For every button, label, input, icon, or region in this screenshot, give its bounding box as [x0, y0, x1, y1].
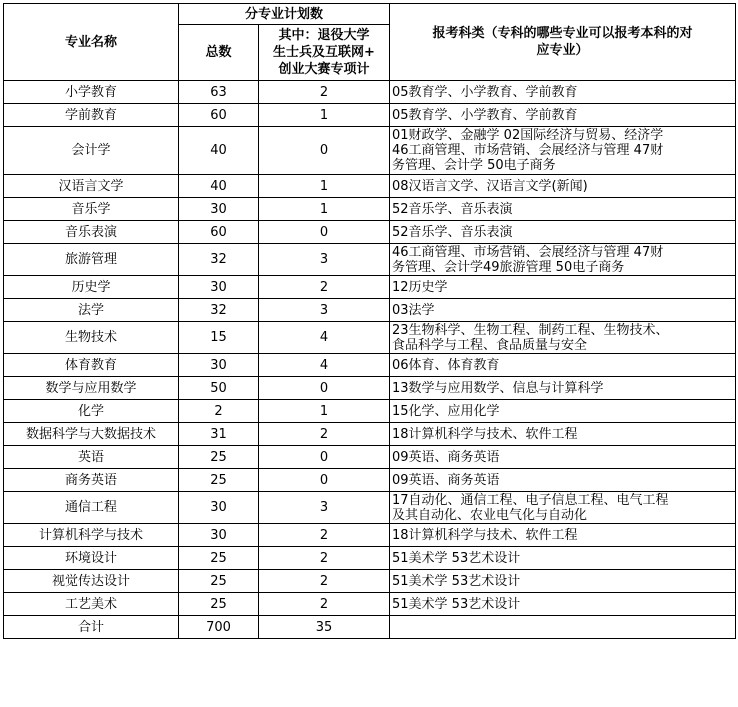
special-quota-cell: 1 [259, 104, 390, 127]
subjects-line: 51美术学 53艺术设计 [392, 550, 521, 566]
table-row [4, 547, 736, 570]
table-row [4, 400, 736, 423]
major-name-cell: 法学 [4, 299, 179, 322]
subjects-line: 51美术学 53艺术设计 [392, 573, 521, 589]
subjects-line: 05教育学、小学教育、学前教育 [392, 84, 578, 100]
subjects-line: 03法学 [392, 302, 435, 318]
special-quota-cell: 1 [259, 400, 390, 423]
subjects-cell [390, 492, 736, 524]
subjects-line: 食品科学与工程、食品质量与安全 [392, 337, 588, 353]
subjects-line: 08汉语言文学、汉语言文学(新闻) [392, 178, 588, 194]
table-row [4, 276, 736, 299]
table-row [4, 198, 736, 221]
subjects-line: 12历史学 [392, 279, 448, 295]
major-name-cell: 数学与应用数学 [4, 377, 179, 400]
table-row [4, 175, 736, 198]
subjects-cell [390, 446, 736, 469]
header-major-name: 专业名称 [4, 4, 179, 81]
special-quota-cell: 2 [259, 593, 390, 616]
subjects-line: 15化学、应用化学 [392, 403, 500, 419]
subjects-cell [390, 570, 736, 593]
subjects-cell [390, 175, 736, 198]
table-row [4, 524, 736, 547]
subjects-line: 09英语、商务英语 [392, 449, 500, 465]
subjects-line: 务管理、会计学 50电子商务 [392, 158, 556, 173]
subjects-line: 01财政学、金融学 02国际经济与贸易、经济学 [392, 128, 664, 143]
special-quota-cell: 2 [259, 423, 390, 446]
special-quota-cell: 0 [259, 377, 390, 400]
table-body [4, 81, 736, 616]
major-name-cell: 汉语言文学 [4, 175, 179, 198]
major-name-cell: 历史学 [4, 276, 179, 299]
special-quota-cell: 1 [259, 175, 390, 198]
major-name-cell: 英语 [4, 446, 179, 469]
major-name-cell: 音乐表演 [4, 221, 179, 244]
subjects-line: 09英语、商务英语 [392, 472, 500, 488]
header-plan-group: 分专业计划数 [179, 4, 390, 25]
table-row [4, 469, 736, 492]
special-quota-cell: 1 [259, 198, 390, 221]
total-cell: 25 [179, 593, 259, 616]
major-name-cell: 视觉传达设计 [4, 570, 179, 593]
major-name-cell: 音乐学 [4, 198, 179, 221]
special-quota-cell: 2 [259, 524, 390, 547]
table-row [4, 593, 736, 616]
major-name-cell: 通信工程 [4, 492, 179, 524]
major-name-cell: 环境设计 [4, 547, 179, 570]
subjects-cell [390, 547, 736, 570]
subjects-cell [390, 377, 736, 400]
total-cell: 50 [179, 377, 259, 400]
subjects-cell [390, 81, 736, 104]
special-quota-cell: 4 [259, 354, 390, 377]
table-row [4, 244, 736, 276]
subjects-line: 52音乐学、音乐表演 [392, 224, 513, 240]
total-cell: 30 [179, 354, 259, 377]
subjects-cell [390, 593, 736, 616]
total-cell: 60 [179, 221, 259, 244]
subjects-cell [390, 276, 736, 299]
subjects-line: 及其自动化、农业电气化与自动化 [392, 507, 588, 523]
subjects-cell [390, 524, 736, 547]
major-name-cell: 会计学 [4, 127, 179, 175]
table-row [4, 299, 736, 322]
header-subjects-line1: 报考科类（专科的哪些专业可以报考本科的对 [432, 26, 693, 41]
subjects-line: 52音乐学、音乐表演 [392, 201, 513, 217]
total-cell: 15 [179, 322, 259, 354]
total-cell: 30 [179, 198, 259, 221]
major-name-cell: 商务英语 [4, 469, 179, 492]
special-quota-cell: 4 [259, 322, 390, 354]
special-quota-cell: 2 [259, 547, 390, 570]
special-quota-cell: 2 [259, 81, 390, 104]
table-row [4, 127, 736, 175]
subjects-line: 23生物科学、生物工程、制药工程、生物技术、 [392, 322, 669, 338]
table-row [4, 492, 736, 524]
major-name-cell: 化学 [4, 400, 179, 423]
major-name-cell: 数据科学与大数据技术 [4, 423, 179, 446]
table-row [4, 354, 736, 377]
table-row [4, 377, 736, 400]
special-quota-cell: 3 [259, 299, 390, 322]
major-name-cell: 工艺美术 [4, 593, 179, 616]
header-special-line1: 其中：退役大学 [278, 28, 370, 43]
total-cell: 63 [179, 81, 259, 104]
table-row [4, 570, 736, 593]
subjects-cell [390, 198, 736, 221]
total-cell: 40 [179, 127, 259, 175]
special-quota-cell: 3 [259, 492, 390, 524]
total-cell: 25 [179, 446, 259, 469]
subjects-cell [390, 423, 736, 446]
total-cell: 2 [179, 400, 259, 423]
subjects-cell [390, 244, 736, 276]
header-subjects [390, 4, 736, 81]
subjects-cell [390, 221, 736, 244]
subjects-line: 46工商管理、市场营销、会展经济与管理 47财 [392, 244, 664, 260]
footer-subjects [390, 616, 736, 639]
total-cell: 30 [179, 276, 259, 299]
subjects-line: 18计算机科学与技术、软件工程 [392, 527, 578, 543]
major-name-cell: 小学教育 [4, 81, 179, 104]
major-name-cell: 学前教育 [4, 104, 179, 127]
total-cell: 32 [179, 244, 259, 276]
subjects-line: 05教育学、小学教育、学前教育 [392, 107, 578, 123]
subjects-line: 18计算机科学与技术、软件工程 [392, 426, 578, 442]
total-cell: 25 [179, 547, 259, 570]
table-row [4, 423, 736, 446]
special-quota-cell: 2 [259, 276, 390, 299]
table-row [4, 221, 736, 244]
total-cell: 25 [179, 570, 259, 593]
total-cell: 30 [179, 524, 259, 547]
table-row [4, 104, 736, 127]
footer-total: 700 [179, 616, 259, 639]
subjects-line: 17自动化、通信工程、电子信息工程、电气工程 [392, 492, 669, 508]
special-quota-cell: 0 [259, 469, 390, 492]
special-quota-cell: 0 [259, 446, 390, 469]
total-cell: 40 [179, 175, 259, 198]
header-subjects-line2: 应专业） [536, 43, 589, 58]
subjects-line: 46工商管理、市场营销、会展经济与管理 47财 [392, 143, 664, 158]
special-quota-cell: 3 [259, 244, 390, 276]
header-special [259, 25, 390, 81]
table-row [4, 81, 736, 104]
table-row [4, 322, 736, 354]
total-cell: 31 [179, 423, 259, 446]
subjects-line: 务管理、会计学49旅游管理 50电子商务 [392, 259, 625, 275]
footer-special: 35 [259, 616, 390, 639]
subjects-cell [390, 400, 736, 423]
total-cell: 30 [179, 492, 259, 524]
footer-name: 合计 [4, 616, 179, 639]
total-cell: 25 [179, 469, 259, 492]
subjects-cell [390, 469, 736, 492]
special-quota-cell: 0 [259, 127, 390, 175]
subjects-cell [390, 354, 736, 377]
enrollment-plan-table [3, 3, 736, 639]
header-total: 总数 [179, 25, 259, 81]
subjects-cell [390, 127, 736, 175]
subjects-cell [390, 322, 736, 354]
table-footer-row [4, 616, 736, 639]
subjects-cell [390, 104, 736, 127]
total-cell: 60 [179, 104, 259, 127]
major-name-cell: 旅游管理 [4, 244, 179, 276]
subjects-cell [390, 299, 736, 322]
special-quota-cell: 0 [259, 221, 390, 244]
special-quota-cell: 2 [259, 570, 390, 593]
table-row [4, 446, 736, 469]
header-special-line2: 生士兵及互联网+ [273, 45, 375, 60]
major-name-cell: 计算机科学与技术 [4, 524, 179, 547]
major-name-cell: 体育教育 [4, 354, 179, 377]
subjects-line: 13数学与应用数学、信息与计算科学 [392, 380, 604, 396]
major-name-cell: 生物技术 [4, 322, 179, 354]
header-special-line3: 创业大赛专项计 [278, 62, 370, 77]
subjects-line: 51美术学 53艺术设计 [392, 596, 521, 612]
total-cell: 32 [179, 299, 259, 322]
subjects-line: 06体育、体育教育 [392, 357, 500, 373]
